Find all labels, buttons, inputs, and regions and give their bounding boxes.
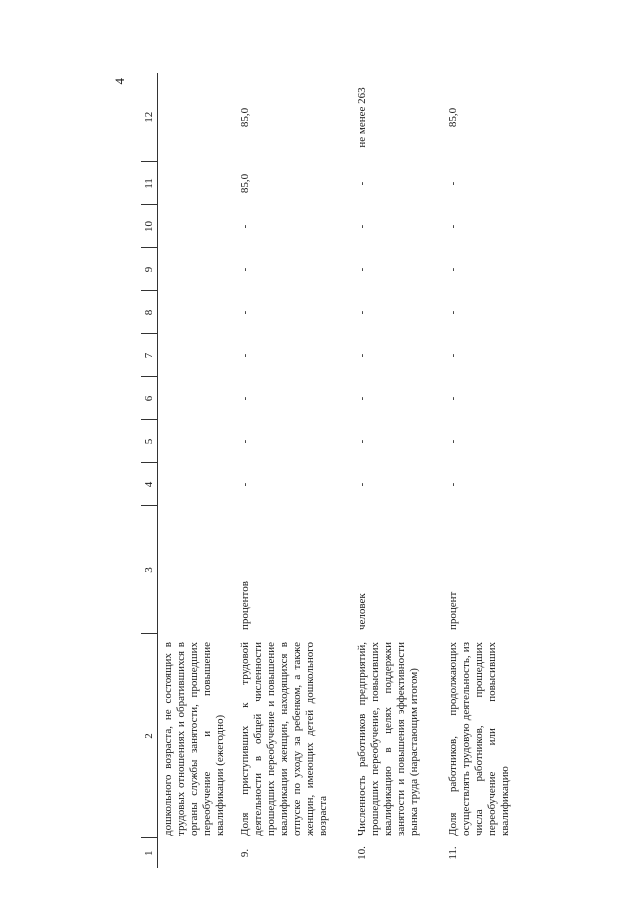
value-cell-9: -: [239, 267, 251, 272]
indicator-name: Доля приступивших к трудовой деятельности в общей численности прошедших переобучение и повышение квалификации женщин, находящихся в отпуске по уходу за ребенком, а также женщин, имеющих детей дошкольного возраста: [239, 642, 329, 836]
header-col-12: 12: [141, 73, 158, 162]
value-cell-9: -: [356, 267, 368, 272]
value-cell-11: 85,0: [239, 173, 251, 194]
header-col-11: 11: [141, 162, 158, 205]
value-cell-6: -: [356, 396, 368, 401]
value-cell-7: -: [356, 353, 368, 358]
value-cell-12: 85,0: [239, 107, 251, 128]
indicator-name: дошкольного возраста, не состоящих в трудовых отношениях и обратившихся в органы службы занятости, прошедших переобучение и повышение квалификации (ежегодно): [162, 642, 226, 836]
indicator-name: Доля работников, продолжающих осуществлять трудовую деятельность, из числа работников, прошедших переобучение или повысивших квалификацию: [447, 642, 511, 836]
row-number: [158, 838, 232, 868]
value-cell-8: -: [447, 310, 459, 315]
value-cell-12: не менее 263: [356, 87, 368, 148]
value-cell-10: -: [447, 224, 459, 229]
header-col-2: 2: [141, 634, 158, 838]
header-col-9: 9: [141, 248, 158, 291]
row-number: 11.: [447, 846, 459, 860]
page-number: 4: [112, 78, 127, 85]
indicators-table: [141, 73, 530, 868]
value-cell-7: -: [239, 353, 251, 358]
header-col-4: 4: [141, 463, 158, 506]
value-cell-6: -: [239, 396, 251, 401]
value-cell-4: -: [356, 482, 368, 487]
value-cell-11: -: [447, 181, 459, 186]
value-cell-5: -: [356, 439, 368, 444]
header-col-7: 7: [141, 334, 158, 377]
value-cell-10: -: [356, 224, 368, 229]
unit-cell: человек: [356, 593, 368, 630]
value-cell-10: -: [239, 224, 251, 229]
header-col-6: 6: [141, 377, 158, 420]
row-number: 9.: [239, 848, 251, 858]
header-col-3: 3: [141, 506, 158, 634]
value-cell-9: -: [447, 267, 459, 272]
header-col-1: 1: [141, 838, 158, 868]
value-cell-7: -: [447, 353, 459, 358]
value-cell-12: 85,0: [447, 107, 459, 128]
header-col-5: 5: [141, 420, 158, 463]
value-cell-5: -: [447, 439, 459, 444]
row-number: 10.: [356, 846, 368, 860]
value-cell-4: -: [239, 482, 251, 487]
header-col-8: 8: [141, 291, 158, 334]
table-row: [439, 73, 530, 868]
table-row-continuation: [158, 73, 232, 868]
table-row: [348, 73, 439, 868]
value-cell-5: -: [239, 439, 251, 444]
indicator-name: Численность работников предприятий, прошедших переобучение, повысивших квалификацию в целях поддержки занятости и повышения эффективности рынка труда (нарастающим итогом): [356, 642, 420, 836]
value-cell-11: -: [356, 181, 368, 186]
table-row: [231, 73, 348, 868]
rotated-sheet: [108, 73, 628, 868]
header-row: [141, 73, 158, 868]
unit-cell: процентов: [239, 581, 251, 630]
header-col-10: 10: [141, 205, 158, 248]
value-cell-4: -: [447, 482, 459, 487]
value-cell-6: -: [447, 396, 459, 401]
value-cell-8: -: [356, 310, 368, 315]
unit-cell: процент: [447, 591, 459, 630]
value-cell-8: -: [239, 310, 251, 315]
